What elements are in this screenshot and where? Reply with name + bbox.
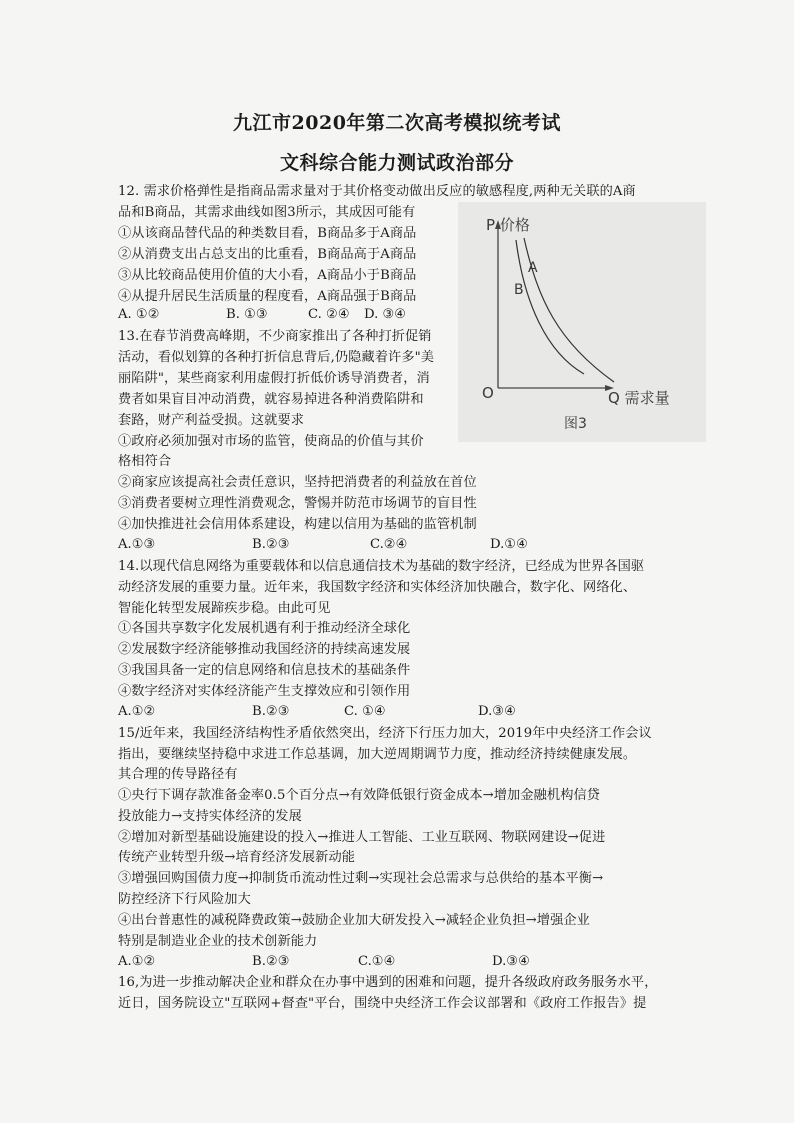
q15-line: 15/近年来，我国经济结构性矛盾依然突出，经济下行压力加大，2019年中央经济工作会议 (118, 726, 652, 741)
q15-line: 指出，要继续坚持稳中求进工作总基调，加大逆周期调节力度，推动经济持续健康发展。 (118, 747, 637, 762)
q13-line: ②商家应该提高社会责任意识，坚持把消费者的利益放在首位 (118, 475, 477, 490)
q15-line: ④出台普惠性的减税降费政策→鼓励企业加大研发投入→减轻企业负担→增强企业 (118, 913, 590, 928)
q13-line: 套路，财产利益受损。这就要求 (118, 413, 305, 428)
q15-option-d: D.③④ (492, 954, 530, 969)
q14-line: 智能化转型发展蹄疾步稳。由此可见 (118, 601, 331, 616)
q14-option-c: C. ①④ (344, 704, 386, 719)
q15-line: 投放能力→支持实体经济的发展 (118, 809, 302, 824)
q15-line: 特别是制造业企业的技术创新能力 (118, 934, 318, 949)
q14-line: 14.以现代信息网络为重要载体和以信息通信技术为基础的数字经济，已经成为世界各国驱 (118, 559, 645, 574)
q13-line: 费者如果盲目冲动消费，就容易掉进各种消费陷阱和 (118, 392, 424, 407)
q15-option-b: B.②③ (252, 954, 290, 969)
q13-line: 13.在春节消费高峰期，不少商家推出了各种打折促销 (118, 329, 432, 344)
q13-line: ④加快推进社会信用体系建设，构建以信用为基础的监管机制 (118, 517, 477, 532)
q12-line: ②从消费支出占总支出的比重看，B商品高于A商品 (118, 247, 417, 262)
q16-line: 16,为进一步推动解决企业和群众在办事中遇到的困难和问题，提升各级政府政务服务水平， (118, 975, 658, 990)
q14-option-b: B.②③ (252, 704, 290, 719)
figure-3-demand-curves (458, 202, 706, 442)
q14-option-a: A.①② (118, 704, 156, 719)
q13-line: 活动，看似划算的各种打折信息背后,仍隐藏着许多"美 (118, 350, 435, 365)
q15-line: 防控经济下行风险加大 (118, 892, 251, 907)
q15-line: 传统产业转型升级→培育经济发展新动能 (118, 850, 356, 865)
curve-b-label: B (514, 282, 524, 298)
q13-line: 丽陷阱"，某些商家利用虚假打折低价诱导消费者，消 (118, 371, 430, 386)
q12-line: 12. 需求价格弹性是指商品需求量对于其价格变动做出反应的敏感程度,两种无关联的A商 (118, 184, 636, 199)
q14-line: ②发展数字经济能够推动我国经济的持续高速发展 (118, 642, 411, 657)
q13-option-a: A.①③ (118, 537, 156, 552)
origin-label: O (482, 384, 494, 402)
q12-line: ①从该商品替代品的种类数目看，B商品多于A商品 (118, 226, 417, 241)
q14-option-d: D.③④ (478, 704, 516, 719)
q14-line: ①各国共享数字化发展机遇有利于推动经济全球化 (118, 621, 411, 636)
q13-option-c: C.②④ (370, 537, 408, 552)
page-subtitle: 文科综合能力测试政治部分 (279, 152, 514, 174)
q13-line: ③消费者要树立理性消费观念，警惕并防范市场调节的盲目性 (118, 496, 477, 511)
curve-a-label: A (528, 260, 538, 276)
q12-option-b: B. ①③ (226, 307, 268, 322)
q14-line: 动经济发展的重要力量。近年来，我国数字经济和实体经济加快融合，数字化、网络化、 (118, 580, 637, 595)
x-axis-label: Q 需求量 (608, 389, 670, 407)
y-axis-label: P 价格 (486, 216, 530, 234)
q14-line: ④数字经济对实体经济能产生支撑效应和引领作用 (118, 684, 411, 699)
q15-option-c: C.①④ (358, 954, 396, 969)
q15-line: ③增强回购国债力度→抑制货币流动性过剩→实现社会总需求与总供给的基本平衡→ (118, 871, 604, 886)
q13-line: 格相符合 (118, 454, 172, 469)
q15-line: ②增加对新型基础设施建设的投入→推进人工智能、工业互联网、物联网建设→促进 (118, 830, 606, 845)
q16-line: 近日，国务院设立"互联网+督查"平台，围绕中央经济工作会议部署和《政府工作报告》提 (118, 996, 647, 1011)
q12-line: ④从提升居民生活质量的程度看，A商品强于B商品 (118, 289, 417, 304)
q13-option-d: D.①④ (490, 537, 528, 552)
page-title: 九江市2020年第二次高考模拟统考试 (233, 112, 561, 134)
q15-option-a: A.①② (118, 954, 156, 969)
q15-line: ①央行下调存款准备金率0.5个百分点→有效降低银行资金成本→增加金融机构信贷 (118, 788, 601, 803)
q15-line: 其合理的传导路径有 (118, 767, 238, 782)
q12-option-d: D. ③④ (364, 307, 407, 322)
q12-option-c: C. ②④ (308, 307, 350, 322)
q12-option-a: A. ①② (118, 307, 160, 322)
demand-curve-b (516, 240, 584, 374)
q13-option-b: B.②③ (252, 537, 290, 552)
q13-line: ①政府必须加强对市场的监管，使商品的价值与其价 (118, 434, 424, 449)
q12-line: ③从比较商品使用价值的大小看，A商品小于B商品 (118, 268, 417, 283)
q12-line: 品和B商品，其需求曲线如图3所示，其成因可能有 (118, 205, 416, 220)
q14-line: ③我国具备一定的信息网络和信息技术的基础条件 (118, 663, 411, 678)
figure-3-svg (458, 202, 706, 442)
figure-caption: 图3 (564, 416, 587, 432)
